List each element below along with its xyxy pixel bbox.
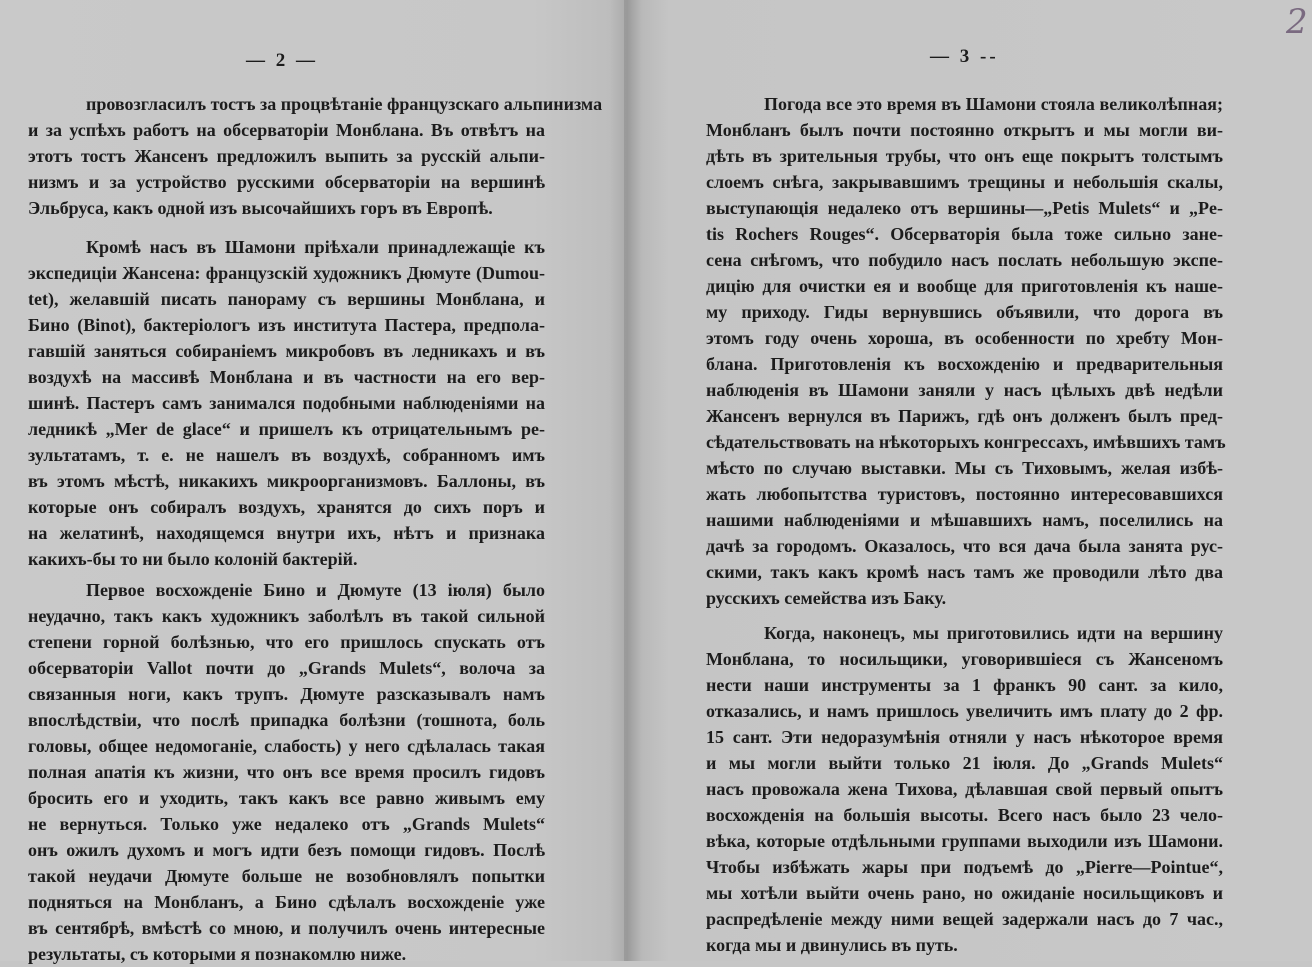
page-number: — 2 — (246, 50, 318, 71)
text-line: степени горной болѣзнью, что его пришлось спускать отъ (28, 632, 545, 652)
text-line: воздухѣ на массивѣ Монблана и въ частности на его вер- (28, 367, 545, 387)
text-line: Монблана, то носильщики, уговорившіеся съ Жансеномъ (706, 649, 1223, 669)
text-line: насъ провожала жена Тихова, дѣлавшая свой первый опытъ (706, 779, 1223, 799)
handwritten-page-annotation: 2 (1286, 2, 1308, 42)
text-line: дѣть въ зрительныя трубы, что онъ еще покрытъ толстымъ (706, 146, 1223, 166)
text-line: головы, общее недомоганіе, слабость) у него сдѣлалась такая (28, 736, 545, 756)
text-line: му приходу. Гиды вернувшись объявили, что дорога въ (706, 302, 1223, 322)
text-line: восхожденія на большія высоты. Всего насъ было 23 чело- (706, 805, 1223, 825)
text-line: распредѣленіе между ними вещей задержали насъ до 7 час., (706, 909, 1223, 929)
text-line: Первое восхожденіе Бино и Дюмуте (13 іюля) было (86, 580, 545, 600)
text-line: нести наши инструменты за 1 франкъ 90 сант. за кило, (706, 675, 1223, 695)
paragraph (706, 91, 1226, 611)
text-line: онъ ожилъ духомъ и могъ идти безъ помощи гидовъ. Послѣ (28, 840, 545, 860)
text-line: на желатинѣ, находящемся внутри ихъ, нѣтъ и признака (28, 523, 545, 543)
text-line: Монбланъ былъ почти постоянно открытъ и мы могли ви- (706, 120, 1223, 140)
paragraph (28, 577, 545, 967)
text-line: подняться на Монбланъ, а Бино сдѣлалъ восхожденіе уже (28, 892, 545, 912)
text-line: Погода все это время въ Шамони стояла великолѣпная; (764, 94, 1223, 114)
text-line: въ сентябрѣ, вмѣстѣ со мною, и получилъ очень интересные (28, 918, 545, 938)
text-line: сѣдательствовать на нѣкоторыхъ конгрессахъ, имѣвшихъ тамъ (706, 432, 1226, 452)
text-line: дицію для очистки ея и вообще для приготовленія къ наше- (706, 276, 1223, 296)
text-line: Бино (Binot), бактеріологъ изъ института Пастера, предпола- (28, 315, 545, 335)
text-line: мѣсто по случаю выставки. Мы съ Тиховымъ, желая избѣ- (706, 458, 1223, 478)
text-line: когда мы и двинулись въ путь. (706, 935, 958, 955)
text-line: tis Rochers Rouges“. Обсерваторія была тоже сильно зане- (706, 224, 1223, 244)
paragraph (28, 234, 545, 572)
text-line: нашими наблюденіями и мѣшавшихъ намъ, поселились на (706, 510, 1223, 530)
paragraph (706, 620, 1223, 958)
text-line: скими, такъ какъ кромѣ насъ тамъ же проводили лѣто два (706, 562, 1223, 582)
text-line: низмъ и за устройство русскими обсерваторіи на вершинѣ (28, 172, 545, 192)
right-page (628, 0, 1312, 961)
text-line: впослѣдствіи, что послѣ припадка болѣзни (тошнота, боль (28, 710, 545, 730)
text-line: экспедиціи Жансена: французскій художникъ Дюмуте (Dumou- (28, 263, 545, 283)
text-line: этотъ тостъ Жансенъ предложилъ выпить за русскій альпи- (28, 146, 545, 166)
text-line: ледникѣ „Mer de glace“ и пришелъ къ отрицательнымъ ре- (28, 419, 545, 439)
left-page (0, 0, 628, 964)
text-line: Когда, наконецъ, мы приготовились идти на вершину (764, 623, 1223, 643)
text-line: Чтобы избѣжать жары при подъемѣ до „Pierre—Pointue“, (706, 857, 1223, 877)
text-line: этомъ году очень хороша, въ особенности по хребту Мон- (706, 328, 1223, 348)
text-line: 15 сант. Эти недоразумѣнія отняли у насъ нѣкоторое время (706, 727, 1223, 747)
text-line: въ этомъ мѣстѣ, никакихъ микроорганизмовъ. Баллоны, въ (28, 471, 545, 491)
paragraph (28, 91, 603, 221)
text-line: выступающія недалеко отъ вершины—„Petis Mulets“ и „Pe- (706, 198, 1223, 218)
text-line: какихъ-бы то ни было колоній бактерій. (28, 549, 358, 569)
text-line: вѣка, которые отдѣльными группами выходили изъ Шамони. (706, 831, 1223, 851)
text-line: шинѣ. Пастеръ самъ занимался подобными наблюденіями на (28, 393, 545, 413)
text-line: tet), желавшій писать панораму съ вершины Монблана, и (28, 289, 545, 309)
text-line: Жансенъ вернулся въ Парижъ, гдѣ онъ долженъ былъ пред- (706, 406, 1223, 426)
text-line: Кромѣ насъ въ Шамони пріѣхали принадлежащіе къ (86, 237, 545, 257)
text-line: слоемъ снѣга, закрывавшимъ трещины и небольшія скалы, (706, 172, 1223, 192)
text-line: мы хотѣли выйти очень рано, но ожиданіе носильщиковъ и (706, 883, 1223, 903)
text-line: наблюденія въ Шамони заняли у насъ цѣлыхъ двѣ недѣли (706, 380, 1223, 400)
text-line: дачѣ за городомъ. Оказалось, что вся дача была занята рус- (706, 536, 1223, 556)
text-line: гавшій заняться собираніемъ микробовъ въ ледникахъ и въ (28, 341, 545, 361)
text-line: жать любопытства туристовъ, постоянно интересовавшихся (706, 484, 1223, 504)
text-line: бросить его и уходить, такъ какъ все равно живымъ ему (28, 788, 545, 808)
text-line: зультатамъ, т. е. не нашелъ въ воздухѣ, собранномъ имъ (28, 445, 545, 465)
text-line: провозгласилъ тостъ за процвѣтаніе французскаго альпинизма (86, 94, 603, 114)
text-line: результаты, съ которыми я познакомлю ниже. (28, 944, 407, 964)
text-line: которые онъ собиралъ воздухъ, хранятся до сихъ поръ и (28, 497, 545, 517)
text-line: связанныя ноги, какъ трупъ. Дюмуте разсказывалъ намъ (28, 684, 545, 704)
text-line: обсерваторіи Vallot почти до „Grands Mulets“, волоча за (28, 658, 545, 678)
text-line: и за успѣхъ работъ на обсерваторіи Монблана. Въ отвѣтъ на (28, 120, 545, 140)
text-line: Эльбруса, какъ одной изъ высочайшихъ горъ въ Европѣ. (28, 198, 493, 218)
page-number: — 3 -- (930, 46, 999, 67)
text-line: такой неудачи Дюмуте больше не возобновлялъ попытки (28, 866, 545, 886)
text-line: отказались, и намъ пришлось увеличить имъ плату до 2 фр. (706, 701, 1223, 721)
text-line: сена снѣгомъ, что побудило насъ послать небольшую экспе- (706, 250, 1223, 270)
text-line: неудачно, такъ какъ художникъ заболѣлъ въ такой сильной (28, 606, 545, 626)
text-line: блана. Приготовленія къ восхожденію и предварительныя (706, 354, 1223, 374)
text-line: русскихъ семейства изъ Баку. (706, 588, 947, 608)
text-line: и мы могли выйти только 21 іюля. До „Grands Mulets“ (706, 753, 1223, 773)
text-line: полная апатія къ жизни, что онъ все время просилъ гидовъ (28, 762, 545, 782)
text-line: не вернуться. Только уже недалеко отъ „Grands Mulets“ (28, 814, 545, 834)
